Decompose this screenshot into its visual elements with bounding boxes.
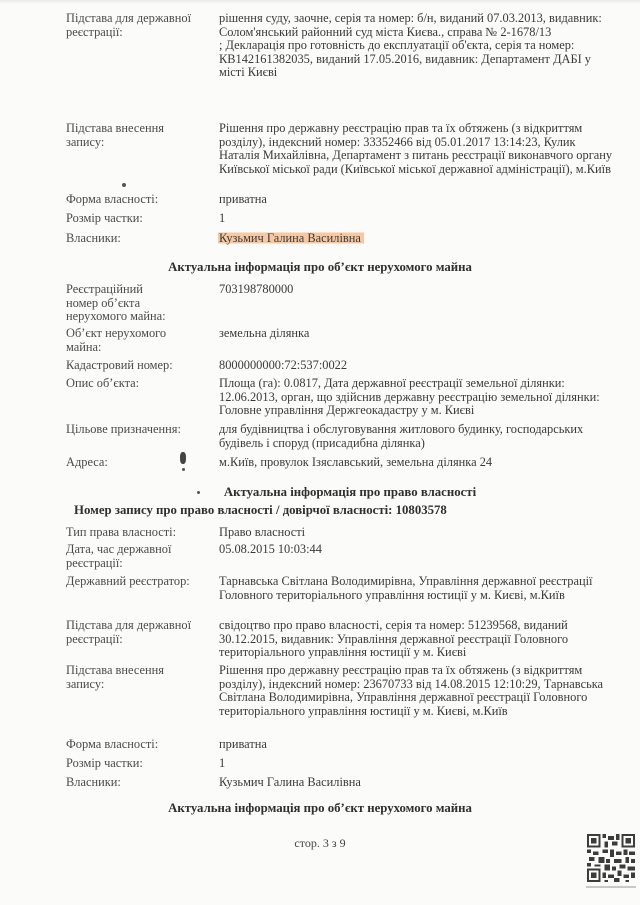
field-label: Дата, час державної реєстрації: — [66, 542, 172, 570]
field-label: Опис об’єкта: — [66, 376, 140, 390]
field-label: Форма власності: — [66, 737, 159, 751]
field-value: Тарнавська Світлана Володимирівна, Управління державної реєстрації Головного територіального управління юстиції у м. Києві, м.Київ — [219, 574, 593, 602]
field-ownership-form-2 — [66, 738, 626, 752]
field-value: 1 — [219, 211, 226, 225]
field-property-object — [66, 327, 626, 354]
field-label: Тип права власності: — [66, 525, 177, 539]
field-label: Адреса: — [66, 455, 108, 469]
scan-speck — [197, 491, 200, 494]
field-label: Державний реєстратор: — [66, 574, 190, 588]
field-label: Власники: — [66, 231, 121, 245]
field-share-size — [66, 212, 626, 226]
field-label: Форма власності: — [66, 192, 159, 206]
field-label: Реєстраційний номер об’єкта нерухомого майна: — [66, 282, 166, 323]
field-owners-2 — [66, 776, 626, 790]
field-state-registrar — [66, 575, 626, 602]
field-value: Право власності — [219, 525, 306, 539]
field-value: Кузьмич Галина Василівна — [219, 775, 361, 789]
field-label: Підстава внесення запису: — [66, 121, 164, 149]
field-value: Площа (га): 0.0817, Дата державної реєстрації земельної ділянки: 12.06.2013, орган, що здійснив державну реєстрацію земельної ділянки: Головне управління Держгеокадастру у м. Києві — [219, 376, 600, 417]
field-label: Кадастровий номер: — [66, 358, 173, 372]
field-value: м.Київ, провулок Ізяславський, земельна ділянка 24 — [219, 455, 493, 469]
field-right-type — [66, 526, 626, 540]
field-value: приватна — [219, 192, 267, 206]
field-label: Цільове призначення: — [66, 422, 181, 436]
field-registration-basis-2 — [66, 619, 626, 660]
field-ownership-form — [66, 193, 626, 207]
page-number: стор. 3 з 9 — [294, 836, 346, 850]
field-object-description — [66, 377, 626, 418]
field-label: Підстава для державної реєстрації: — [66, 618, 192, 646]
scan-speck — [180, 452, 186, 464]
highlighted-owner-name: Кузьмич Галина Василівна — [218, 231, 364, 245]
field-label: Об’єкт нерухомого майна: — [66, 326, 167, 354]
section-heading-object: Актуальна інформація про об’єкт нерухомого майна — [168, 260, 472, 274]
field-value: 1 — [219, 756, 226, 770]
field-value: для будівництва і обслуговування житлового будинку, господарських будівель і споруд (присадибна ділянка) — [219, 422, 584, 450]
field-share-size-2 — [66, 757, 626, 771]
section-heading-object-2: Актуальна інформація про об’єкт нерухомого майна — [168, 801, 472, 815]
field-value: 05.08.2015 10:03:44 — [219, 542, 322, 556]
field-value: земельна ділянка — [219, 326, 310, 340]
qr-caption — [586, 886, 636, 888]
field-entry-basis — [66, 122, 626, 176]
field-address — [66, 456, 626, 470]
field-value — [219, 232, 619, 246]
field-registration-basis — [66, 12, 626, 80]
section-heading-ownership: Актуальна інформація про право власності — [223, 485, 477, 499]
field-value: 8000000000:72:537:0022 — [219, 358, 348, 372]
field-label: Розмір частки: — [66, 211, 143, 225]
qr-code-icon — [587, 834, 635, 882]
field-intended-purpose — [66, 423, 626, 450]
field-label: Розмір частки: — [66, 756, 143, 770]
field-label: Підстава для державної реєстрації: — [66, 11, 192, 39]
field-value: приватна — [219, 737, 267, 751]
field-value: 703198780000 — [219, 282, 294, 296]
record-number-heading: Номер запису про право власності / довірчої власності: 10803578 — [74, 503, 447, 517]
field-value: Рішення про державну реєстрацію прав та їх обтяжень (з відкриттям розділу), індексний номер: 23670733 від 14.08.2015 12:10:29, Тарнавська Світлана Володимирівна, Управління державної реєстрації Головного територіального управління юстиції у м. Києві, м.Київ — [219, 663, 604, 718]
field-entry-basis-2 — [66, 664, 626, 718]
scan-speck — [182, 468, 185, 471]
field-value: Рішення про державну реєстрацію прав та їх обтяжень (з відкриттям розділу), індексний номер: 33352466 від 05.01.2017 13:14:23, Кулик Наталія Михайлівна, Департамент з питань реєстрації виконавчого органу Київської міської ради (Київської міської державної адміністрації), м.Київ — [219, 121, 613, 176]
field-label: Підстава внесення запису: — [66, 663, 164, 691]
field-value: свідоцтво про право власності, серія та номер: 51239568, виданий 30.12.2015, видавник: Управління державної реєстрації Головного територіального управління юстиції у м. Києві — [219, 618, 569, 659]
field-owners — [66, 232, 626, 246]
field-cadastral-number — [66, 359, 626, 373]
field-value: рішення суду, заочне, серія та номер: б/н, виданий 07.03.2013, видавник: Солом'янський районний суд міста Києва., справа № 2-1678/13 ; Декларація про готовність до експлуатації об'єкта, серія та номер: КВ142161382035, виданий 17.05.2016, видавник: Департамент ДАБІ у місті Києві — [219, 11, 602, 79]
field-label: Власники: — [66, 775, 121, 789]
field-registration-datetime — [66, 543, 626, 570]
scan-speck — [122, 183, 126, 187]
field-registration-number — [66, 283, 626, 324]
